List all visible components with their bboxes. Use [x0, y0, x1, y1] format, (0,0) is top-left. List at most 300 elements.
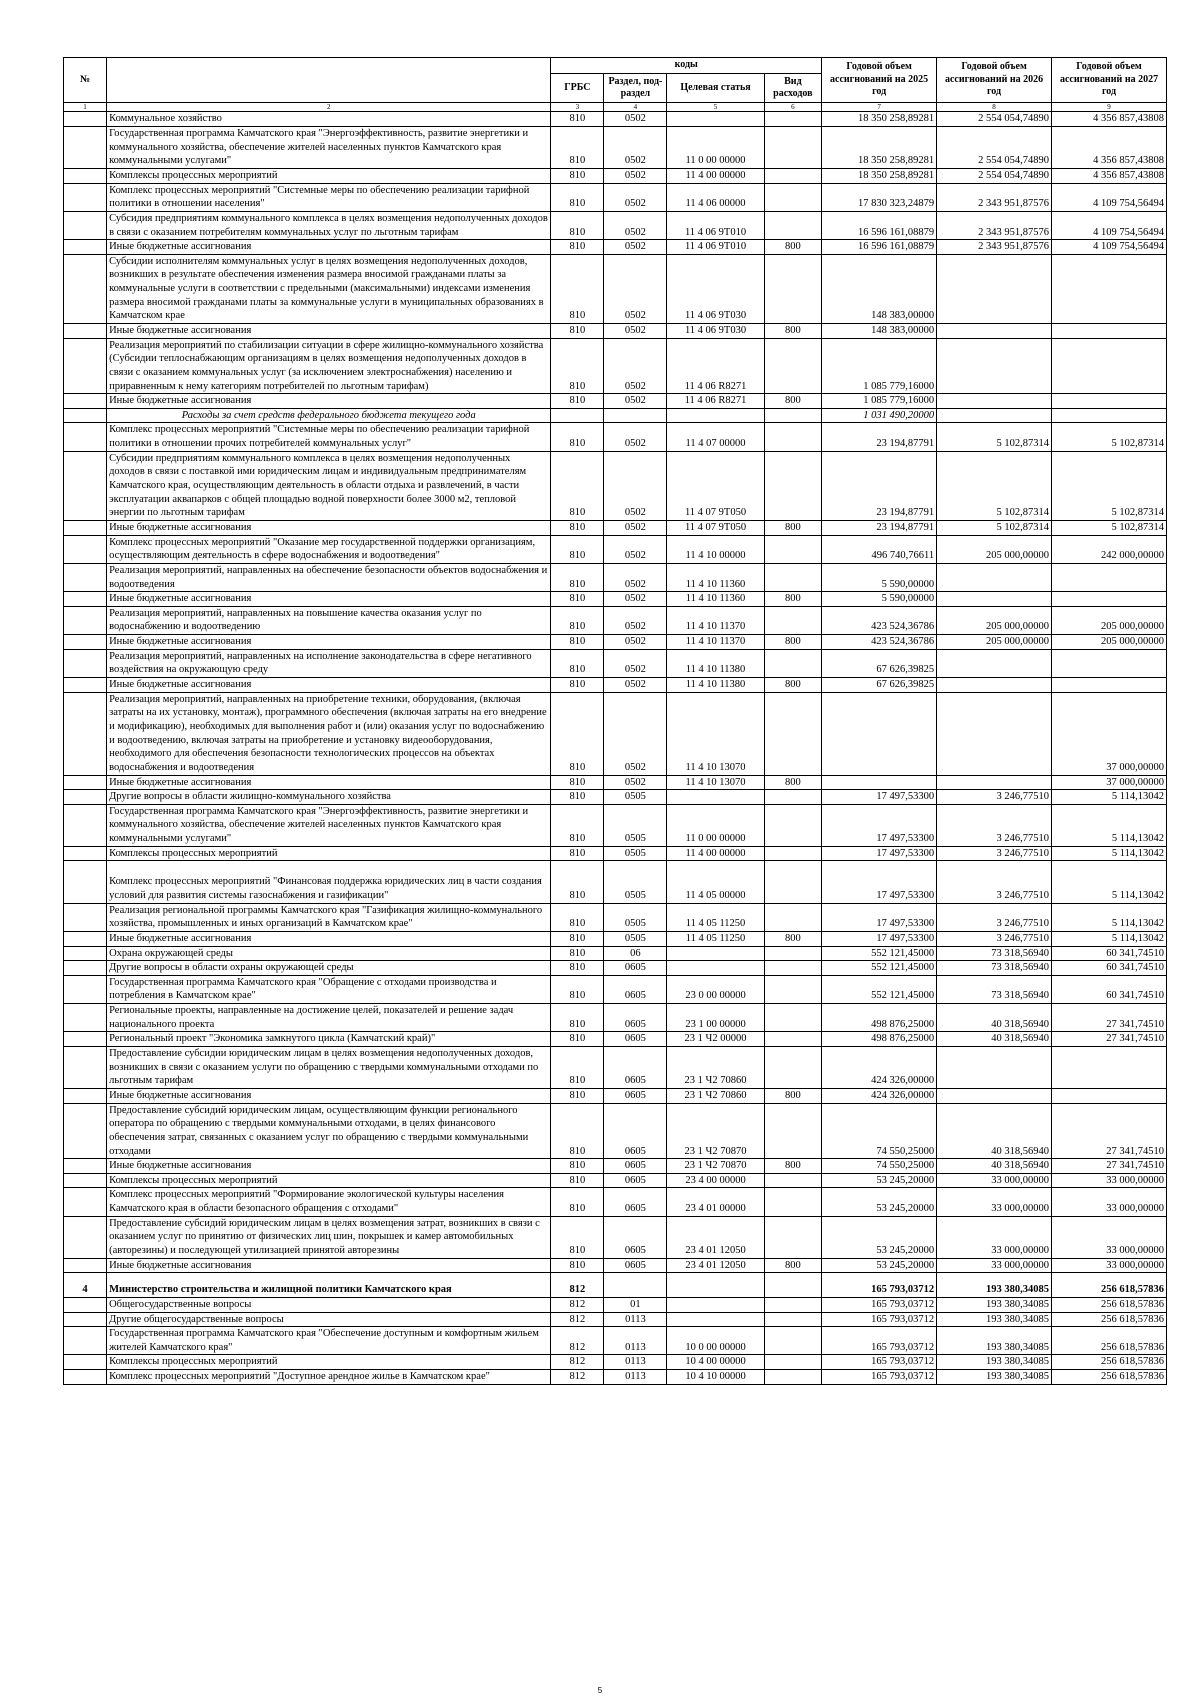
table-row — [64, 946, 1167, 961]
row-number — [64, 1216, 107, 1258]
row-section: 0605 — [604, 1032, 667, 1047]
row-section: 0502 — [604, 649, 667, 677]
row-section: 0605 — [604, 1103, 667, 1159]
row-name: Другие вопросы в области охраны окружающей среды — [107, 961, 551, 976]
row-section: 0502 — [604, 211, 667, 239]
row-volume-2027 — [1052, 563, 1167, 591]
row-target-article — [667, 112, 764, 127]
table-row — [64, 1327, 1167, 1355]
row-volume-2026: 3 246,77510 — [937, 790, 1052, 805]
row-expense-type: 800 — [764, 635, 822, 650]
row-expense-type — [764, 1370, 822, 1385]
row-volume-2027: 37 000,00000 — [1052, 692, 1167, 775]
row-number: 4 — [64, 1273, 107, 1298]
row-target-article: 11 4 06 9Т030 — [667, 254, 764, 323]
row-target-article: 11 4 06 00000 — [667, 183, 764, 211]
row-expense-type — [764, 535, 822, 563]
row-grbs: 810 — [551, 931, 604, 946]
row-volume-2027 — [1052, 649, 1167, 677]
row-target-article: 11 4 10 13070 — [667, 692, 764, 775]
row-name: Реализация региональной программы Камчатского края "Газификация жилищно-коммунального хозяйства, промышленных и иных организаций в Камчатском крае" — [107, 903, 551, 931]
row-name: Иные бюджетные ассигнования — [107, 635, 551, 650]
table-row — [64, 451, 1167, 520]
row-target-article: 23 1 Ч2 00000 — [667, 1032, 764, 1047]
row-number — [64, 240, 107, 255]
row-volume-2025: 17 830 323,24879 — [822, 183, 937, 211]
row-name: Предоставление субсидий юридическим лицам, осуществляющим функции регионального оператора по обращению с твердыми коммунальными отходами, в целях финансового обеспечения затрат, связанных с оказанием услуг по обращению с твердыми коммунальными отходами — [107, 1103, 551, 1159]
row-volume-2025: 23 194,87791 — [822, 423, 937, 451]
row-expense-type — [764, 211, 822, 239]
row-volume-2025: 424 326,00000 — [822, 1088, 937, 1103]
row-volume-2026 — [937, 324, 1052, 339]
row-grbs: 810 — [551, 1047, 604, 1089]
row-target-article: 23 1 Ч2 70870 — [667, 1103, 764, 1159]
row-target-article: 11 4 10 11360 — [667, 592, 764, 607]
table-row — [64, 975, 1167, 1003]
row-grbs: 810 — [551, 804, 604, 846]
row-name: Реализация мероприятий по стабилизации ситуации в сфере жилищно-коммунального хозяйства (Субсидии теплоснабжающим организациям в целях возмещения недополученных доходов в связи с оказанием коммунальных услуг (за исключением электроснабжения) населению и приравненным к нему категориям потребителей по льготным тарифам) — [107, 338, 551, 394]
row-name: Комплексы процессных мероприятий — [107, 1355, 551, 1370]
row-name: Предоставление субсидий юридическим лицам в целях возмещения затрат, возникших в связи с оказанием услуг по принятию от физических лиц шин, покрышек и камер автомобильных (авторезины) и последующей утилизацией принятой авторезины — [107, 1216, 551, 1258]
row-target-article: 11 4 06 9Т010 — [667, 240, 764, 255]
row-grbs: 810 — [551, 112, 604, 127]
table-row — [64, 1216, 1167, 1258]
row-number — [64, 1188, 107, 1216]
row-target-article — [667, 961, 764, 976]
row-volume-2027: 4 109 754,56494 — [1052, 183, 1167, 211]
row-grbs: 810 — [551, 211, 604, 239]
row-number — [64, 961, 107, 976]
column-number: 2 — [107, 103, 551, 112]
row-section: 0502 — [604, 606, 667, 634]
row-number — [64, 408, 107, 423]
row-target-article: 11 4 06 9Т030 — [667, 324, 764, 339]
row-volume-2026 — [937, 394, 1052, 409]
row-expense-type — [764, 692, 822, 775]
table-row — [64, 903, 1167, 931]
row-section: 06 — [604, 946, 667, 961]
page-number: 5 — [597, 1686, 603, 1695]
row-name: Региональный проект "Экономика замкнутого цикла (Камчатский край)" — [107, 1032, 551, 1047]
row-volume-2025: 18 350 258,89281 — [822, 168, 937, 183]
table-row — [64, 408, 1167, 423]
row-target-article: 11 4 10 11360 — [667, 563, 764, 591]
row-number — [64, 775, 107, 790]
row-number — [64, 1370, 107, 1385]
row-volume-2027: 242 000,00000 — [1052, 535, 1167, 563]
row-volume-2027: 33 000,00000 — [1052, 1188, 1167, 1216]
row-grbs: 810 — [551, 790, 604, 805]
row-grbs: 812 — [551, 1297, 604, 1312]
row-volume-2027: 37 000,00000 — [1052, 775, 1167, 790]
table-row — [64, 211, 1167, 239]
row-section: 0502 — [604, 112, 667, 127]
row-volume-2026: 2 554 054,74890 — [937, 112, 1052, 127]
row-grbs: 810 — [551, 846, 604, 861]
row-expense-type: 800 — [764, 1088, 822, 1103]
row-volume-2025: 74 550,25000 — [822, 1103, 937, 1159]
row-volume-2027: 60 341,74510 — [1052, 961, 1167, 976]
row-name: Комплексы процессных мероприятий — [107, 1173, 551, 1188]
row-section: 0502 — [604, 535, 667, 563]
row-volume-2025: 17 497,53300 — [822, 861, 937, 903]
row-volume-2025: 498 876,25000 — [822, 1032, 937, 1047]
row-target-article: 11 4 10 11370 — [667, 635, 764, 650]
table-row — [64, 254, 1167, 323]
row-volume-2027 — [1052, 592, 1167, 607]
row-expense-type — [764, 1032, 822, 1047]
row-volume-2027: 33 000,00000 — [1052, 1173, 1167, 1188]
row-volume-2025 — [822, 692, 937, 775]
column-number: 8 — [937, 103, 1052, 112]
row-name: Комплекс процессных мероприятий "Системные меры по обеспечению реализации тарифной политики в отношении населения" — [107, 183, 551, 211]
row-name: Иные бюджетные ассигнования — [107, 592, 551, 607]
row-volume-2027: 256 618,57836 — [1052, 1297, 1167, 1312]
row-name: Иные бюджетные ассигнования — [107, 240, 551, 255]
row-grbs: 810 — [551, 649, 604, 677]
row-grbs: 810 — [551, 861, 604, 903]
row-volume-2025: 552 121,45000 — [822, 961, 937, 976]
row-expense-type — [764, 1173, 822, 1188]
row-volume-2025: 165 793,03712 — [822, 1273, 937, 1298]
row-section: 0502 — [604, 520, 667, 535]
row-volume-2027: 33 000,00000 — [1052, 1216, 1167, 1258]
row-grbs: 810 — [551, 394, 604, 409]
row-target-article: 11 4 10 11380 — [667, 678, 764, 693]
row-expense-type — [764, 1047, 822, 1089]
row-volume-2025: 53 245,20000 — [822, 1258, 937, 1273]
row-name: Комплекс процессных мероприятий "Формирование экологической культуры населения Камчатского края в области безопасного обращения с отходами" — [107, 1188, 551, 1216]
row-section: 0605 — [604, 1216, 667, 1258]
row-volume-2027 — [1052, 408, 1167, 423]
row-expense-type — [764, 451, 822, 520]
table-row — [64, 1088, 1167, 1103]
row-volume-2025: 23 194,87791 — [822, 520, 937, 535]
row-expense-type — [764, 1327, 822, 1355]
row-number — [64, 804, 107, 846]
row-expense-type: 800 — [764, 678, 822, 693]
column-number: 5 — [667, 103, 764, 112]
row-grbs: 810 — [551, 1216, 604, 1258]
row-volume-2025: 552 121,45000 — [822, 946, 937, 961]
row-volume-2026: 3 246,77510 — [937, 903, 1052, 931]
row-section: 0505 — [604, 846, 667, 861]
row-target-article: 11 0 00 00000 — [667, 127, 764, 169]
row-volume-2026: 2 554 054,74890 — [937, 168, 1052, 183]
row-target-article: 11 4 06 R8271 — [667, 338, 764, 394]
row-volume-2026 — [937, 408, 1052, 423]
row-expense-type: 800 — [764, 394, 822, 409]
row-grbs: 812 — [551, 1355, 604, 1370]
row-grbs: 810 — [551, 520, 604, 535]
row-number — [64, 1297, 107, 1312]
row-expense-type — [764, 1273, 822, 1298]
row-grbs: 810 — [551, 183, 604, 211]
row-target-article: 11 4 00 00000 — [667, 846, 764, 861]
row-expense-type: 800 — [764, 931, 822, 946]
row-name: Общегосударственные вопросы — [107, 1297, 551, 1312]
row-volume-2025 — [822, 775, 937, 790]
row-volume-2027: 256 618,57836 — [1052, 1312, 1167, 1327]
row-section — [604, 408, 667, 423]
row-volume-2026: 5 102,87314 — [937, 423, 1052, 451]
table-row — [64, 1297, 1167, 1312]
row-grbs: 810 — [551, 1103, 604, 1159]
row-volume-2025: 17 497,53300 — [822, 903, 937, 931]
row-volume-2025: 5 590,00000 — [822, 563, 937, 591]
row-volume-2027: 5 114,13042 — [1052, 931, 1167, 946]
row-number — [64, 1032, 107, 1047]
row-section: 0502 — [604, 324, 667, 339]
row-target-article: 10 4 10 00000 — [667, 1370, 764, 1385]
header-volume-2027: Годовой объем ассигнований на 2027 год — [1052, 58, 1167, 103]
row-volume-2025: 17 497,53300 — [822, 790, 937, 805]
row-volume-2025: 148 383,00000 — [822, 254, 937, 323]
row-volume-2027: 205 000,00000 — [1052, 635, 1167, 650]
row-number — [64, 903, 107, 931]
row-name: Иные бюджетные ассигнования — [107, 1088, 551, 1103]
row-grbs: 810 — [551, 1159, 604, 1174]
row-number — [64, 606, 107, 634]
row-volume-2027: 27 341,74510 — [1052, 1159, 1167, 1174]
row-volume-2025: 165 793,03712 — [822, 1370, 937, 1385]
row-volume-2025: 67 626,39825 — [822, 678, 937, 693]
row-target-article: 23 1 Ч2 70860 — [667, 1088, 764, 1103]
row-number — [64, 451, 107, 520]
row-volume-2026: 33 000,00000 — [937, 1173, 1052, 1188]
row-section: 0502 — [604, 692, 667, 775]
row-grbs: 810 — [551, 903, 604, 931]
row-volume-2025: 165 793,03712 — [822, 1297, 937, 1312]
row-section: 0502 — [604, 592, 667, 607]
table-row — [64, 1047, 1167, 1089]
row-expense-type: 800 — [764, 1258, 822, 1273]
row-name: Коммунальное хозяйство — [107, 112, 551, 127]
row-volume-2026: 33 000,00000 — [937, 1216, 1052, 1258]
row-number — [64, 846, 107, 861]
row-volume-2026 — [937, 678, 1052, 693]
row-target-article: 11 4 00 00000 — [667, 168, 764, 183]
row-volume-2025: 53 245,20000 — [822, 1173, 937, 1188]
column-numbers-row — [64, 103, 1167, 112]
row-expense-type — [764, 1312, 822, 1327]
row-section: 0502 — [604, 338, 667, 394]
row-volume-2027: 60 341,74510 — [1052, 975, 1167, 1003]
table-row — [64, 1188, 1167, 1216]
row-volume-2027 — [1052, 338, 1167, 394]
table-row — [64, 338, 1167, 394]
row-volume-2026: 2 554 054,74890 — [937, 127, 1052, 169]
row-grbs: 810 — [551, 1188, 604, 1216]
row-number — [64, 1004, 107, 1032]
row-volume-2026 — [937, 563, 1052, 591]
row-name: Реализация мероприятий, направленных на приобретение техники, оборудования, (включая затраты на их установку, монтаж), программного обеспечения (включая затраты на его внедрение и модификацию), необходимых для выполнения работ и (или) оказания услуг по водоснабжению и водоотведению, включая затраты на приобретение и установку видеооборудования, необходимого для обеспечения безопасности технологических процессов на объектах водоснабжения и водоотведения — [107, 692, 551, 775]
row-target-article: 23 1 00 00000 — [667, 1004, 764, 1032]
row-volume-2027: 5 114,13042 — [1052, 804, 1167, 846]
row-number — [64, 1047, 107, 1089]
row-volume-2025: 67 626,39825 — [822, 649, 937, 677]
row-volume-2027 — [1052, 324, 1167, 339]
header-codes: коды — [551, 58, 822, 74]
row-expense-type — [764, 1188, 822, 1216]
row-volume-2026: 5 102,87314 — [937, 451, 1052, 520]
header-volume-2026: Годовой объем ассигнований на 2026 год — [937, 58, 1052, 103]
row-section: 0502 — [604, 563, 667, 591]
row-name: Государственная программа Камчатского края "Энергоэффективность, развитие энергетики и коммунального хозяйства, обеспечение жителей населенных пунктов Камчатского края коммунальными услугами" — [107, 804, 551, 846]
row-target-article: 11 4 05 11250 — [667, 903, 764, 931]
row-target-article: 11 4 06 R8271 — [667, 394, 764, 409]
row-volume-2026: 3 246,77510 — [937, 861, 1052, 903]
table-row — [64, 775, 1167, 790]
row-name: Комплекс процессных мероприятий "Финансовая поддержка юридических лиц в части создания условий для развития системы газоснабжения и газификации" — [107, 861, 551, 903]
row-name: Комплекс процессных мероприятий "Доступное арендное жилье в Камчатском крае" — [107, 1370, 551, 1385]
row-number — [64, 254, 107, 323]
row-volume-2025: 18 350 258,89281 — [822, 112, 937, 127]
row-volume-2025: 74 550,25000 — [822, 1159, 937, 1174]
row-number — [64, 1327, 107, 1355]
row-grbs: 812 — [551, 1370, 604, 1385]
row-section: 0505 — [604, 903, 667, 931]
row-volume-2025: 496 740,76611 — [822, 535, 937, 563]
row-volume-2026: 2 343 951,87576 — [937, 183, 1052, 211]
row-volume-2027: 5 102,87314 — [1052, 423, 1167, 451]
budget-table-sheet — [63, 57, 1167, 1385]
row-name: Комплексы процессных мероприятий — [107, 168, 551, 183]
row-number — [64, 861, 107, 903]
row-section — [604, 1273, 667, 1298]
row-target-article — [667, 1273, 764, 1298]
row-name: Иные бюджетные ассигнования — [107, 1258, 551, 1273]
row-number — [64, 1088, 107, 1103]
row-target-article: 23 4 01 12050 — [667, 1258, 764, 1273]
row-expense-type: 800 — [764, 1159, 822, 1174]
table-row — [64, 1370, 1167, 1385]
row-volume-2027: 27 341,74510 — [1052, 1103, 1167, 1159]
row-volume-2025: 165 793,03712 — [822, 1312, 937, 1327]
row-target-article: 23 1 Ч2 70860 — [667, 1047, 764, 1089]
row-volume-2027: 5 102,87314 — [1052, 520, 1167, 535]
row-volume-2025: 5 590,00000 — [822, 592, 937, 607]
column-number: 1 — [64, 103, 107, 112]
row-grbs: 810 — [551, 563, 604, 591]
header-target-article: Целевая статья — [667, 74, 764, 103]
row-number — [64, 1312, 107, 1327]
row-number — [64, 1258, 107, 1273]
table-row — [64, 790, 1167, 805]
row-volume-2026: 40 318,56940 — [937, 1004, 1052, 1032]
row-volume-2026 — [937, 338, 1052, 394]
row-volume-2027: 256 618,57836 — [1052, 1327, 1167, 1355]
row-volume-2025: 16 596 161,08879 — [822, 240, 937, 255]
row-name: Комплексы процессных мероприятий — [107, 846, 551, 861]
row-grbs: 810 — [551, 592, 604, 607]
row-name: Реализация мероприятий, направленных на повышение качества оказания услуг по водоснабжению и водоотведению — [107, 606, 551, 634]
row-volume-2026: 3 246,77510 — [937, 804, 1052, 846]
row-volume-2026: 193 380,34085 — [937, 1370, 1052, 1385]
row-volume-2026: 73 318,56940 — [937, 961, 1052, 976]
row-expense-type: 800 — [764, 775, 822, 790]
row-volume-2025: 1 085 779,16000 — [822, 338, 937, 394]
row-name: Комплекс процессных мероприятий "Системные меры по обеспечению реализации тарифной политики в отношении прочих потребителей коммунальных услуг" — [107, 423, 551, 451]
row-volume-2026: 2 343 951,87576 — [937, 211, 1052, 239]
row-expense-type — [764, 112, 822, 127]
row-volume-2027: 27 341,74510 — [1052, 1032, 1167, 1047]
row-grbs: 810 — [551, 1258, 604, 1273]
row-target-article — [667, 408, 764, 423]
row-volume-2027: 5 114,13042 — [1052, 903, 1167, 931]
row-expense-type — [764, 861, 822, 903]
table-row — [64, 1355, 1167, 1370]
row-target-article: 11 0 00 00000 — [667, 804, 764, 846]
row-section: 0502 — [604, 183, 667, 211]
row-target-article: 11 4 10 00000 — [667, 535, 764, 563]
row-name: Субсидии исполнителям коммунальных услуг в целях возмещения недополученных доходов, возникших в результате обеспечения изменения размера вносимой гражданами платы за коммунальные услуги в соответствии с предельными (максимальными) индексами изменения размера вносимой гражданами платы за коммунальные услуги в муниципальных образованиях в Камчатском крае — [107, 254, 551, 323]
header-name — [107, 58, 551, 103]
row-expense-type — [764, 183, 822, 211]
row-number — [64, 1159, 107, 1174]
row-number — [64, 338, 107, 394]
row-name: Иные бюджетные ассигнования — [107, 931, 551, 946]
table-row — [64, 535, 1167, 563]
row-volume-2027: 205 000,00000 — [1052, 606, 1167, 634]
row-section: 0502 — [604, 394, 667, 409]
row-target-article: 11 4 10 13070 — [667, 775, 764, 790]
row-section: 0502 — [604, 423, 667, 451]
table-row — [64, 324, 1167, 339]
row-volume-2025: 423 524,36786 — [822, 635, 937, 650]
row-volume-2026 — [937, 1088, 1052, 1103]
row-section: 0505 — [604, 861, 667, 903]
row-volume-2027: 27 341,74510 — [1052, 1004, 1167, 1032]
column-number: 4 — [604, 103, 667, 112]
row-name: Иные бюджетные ассигнования — [107, 324, 551, 339]
row-grbs: 810 — [551, 324, 604, 339]
row-number — [64, 563, 107, 591]
table-row — [64, 1312, 1167, 1327]
row-number — [64, 649, 107, 677]
row-target-article: 23 4 01 00000 — [667, 1188, 764, 1216]
row-target-article: 23 0 00 00000 — [667, 975, 764, 1003]
row-volume-2025: 423 524,36786 — [822, 606, 937, 634]
row-name: Субсидии предприятиям коммунального комплекса в целях возмещения недополученных доходов в связи с поставкой ими юридическим лицам и индивидуальным предпринимателям Камчатского края, осуществляющим деятельность в области отдыха и развлечений, в части эксплуатации аквапарков с общей площадью водной поверхности более 3000 м2, тепловой энергии по льготным тарифам — [107, 451, 551, 520]
row-name: Региональные проекты, направленные на достижение целей, показателей и решение задач национального проекта — [107, 1004, 551, 1032]
row-grbs: 810 — [551, 775, 604, 790]
row-expense-type: 800 — [764, 592, 822, 607]
row-name: Реализация мероприятий, направленных на обеспечение безопасности объектов водоснабжения и водоотведения — [107, 563, 551, 591]
row-name: Государственная программа Камчатского края "Обеспечение доступным и комфортным жильем жителей Камчатского края" — [107, 1327, 551, 1355]
row-name: Реализация мероприятий, направленных на исполнение законодательства в сфере негативного воздействия на окружающую среду — [107, 649, 551, 677]
row-volume-2027: 4 356 857,43808 — [1052, 168, 1167, 183]
row-grbs: 810 — [551, 606, 604, 634]
row-name: Субсидия предприятиям коммунального комплекса в целях возмещения недополученных доходов в связи с оказанием потребителям коммунальных услуг по льготным тарифам — [107, 211, 551, 239]
row-volume-2026: 40 318,56940 — [937, 1103, 1052, 1159]
row-number — [64, 520, 107, 535]
row-grbs: 810 — [551, 127, 604, 169]
row-section: 0605 — [604, 1258, 667, 1273]
row-expense-type — [764, 846, 822, 861]
row-name: Государственная программа Камчатского края "Обращение с отходами производства и потребления в Камчатском крае" — [107, 975, 551, 1003]
row-volume-2025: 552 121,45000 — [822, 975, 937, 1003]
row-grbs: 810 — [551, 338, 604, 394]
row-section: 0502 — [604, 775, 667, 790]
table-body — [64, 112, 1167, 1384]
row-expense-type — [764, 338, 822, 394]
row-name: Иные бюджетные ассигнования — [107, 775, 551, 790]
row-volume-2026: 205 000,00000 — [937, 635, 1052, 650]
row-target-article: 11 4 07 9Т050 — [667, 520, 764, 535]
row-grbs: 810 — [551, 692, 604, 775]
row-name: Иные бюджетные ассигнования — [107, 520, 551, 535]
